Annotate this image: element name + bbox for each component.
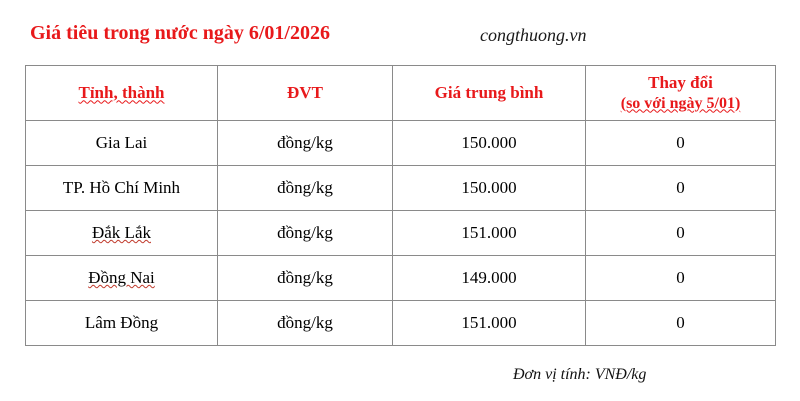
column-header-average-price-label: Giá trung bình	[434, 83, 544, 103]
cell-change: 0	[586, 301, 776, 346]
column-header-change-sublabel: (so với ngày 5/01)	[620, 94, 741, 112]
cell-unit: đồng/kg	[218, 211, 393, 256]
cell-change: 0	[586, 166, 776, 211]
column-header-change-label: Thay đổi	[648, 73, 713, 93]
table-row	[26, 256, 776, 301]
cell-province: Gia Lai	[26, 121, 218, 166]
table-row	[26, 166, 776, 211]
column-header-province	[26, 66, 218, 121]
column-header-unit-label: ĐVT	[287, 83, 323, 103]
cell-price: 151.000	[393, 211, 586, 256]
cell-change: 0	[586, 211, 776, 256]
cell-change: 0	[586, 121, 776, 166]
document-header	[0, 22, 800, 56]
cell-price: 149.000	[393, 256, 586, 301]
column-header-average-price	[393, 66, 586, 121]
cell-unit: đồng/kg	[218, 166, 393, 211]
table-header	[26, 66, 776, 121]
cell-change: 0	[586, 256, 776, 301]
table-row	[26, 121, 776, 166]
cell-province-label: Đồng Nai	[88, 268, 155, 287]
cell-province	[26, 211, 218, 256]
cell-unit: đồng/kg	[218, 301, 393, 346]
cell-unit: đồng/kg	[218, 121, 393, 166]
source-watermark: congthuong.vn	[480, 25, 587, 45]
cell-province	[26, 256, 218, 301]
table-row	[26, 301, 776, 346]
unit-footnote: Đơn vị tính: VNĐ/kg	[513, 366, 647, 383]
column-header-unit	[218, 66, 393, 121]
pepper-price-table	[25, 65, 776, 346]
table-row	[26, 211, 776, 256]
column-header-province-label: Tỉnh, thành	[78, 83, 165, 103]
cell-province-label: Đắk Lắk	[91, 223, 151, 242]
table-body	[26, 121, 776, 346]
cell-province: TP. Hồ Chí Minh	[26, 166, 218, 211]
table-header-row	[26, 66, 776, 121]
column-header-change	[586, 66, 776, 121]
cell-province: Lâm Đồng	[26, 301, 218, 346]
cell-price: 151.000	[393, 301, 586, 346]
page-title: Giá tiêu trong nước ngày 6/01/2026	[30, 22, 330, 44]
cell-unit: đồng/kg	[218, 256, 393, 301]
cell-price: 150.000	[393, 121, 586, 166]
cell-price: 150.000	[393, 166, 586, 211]
